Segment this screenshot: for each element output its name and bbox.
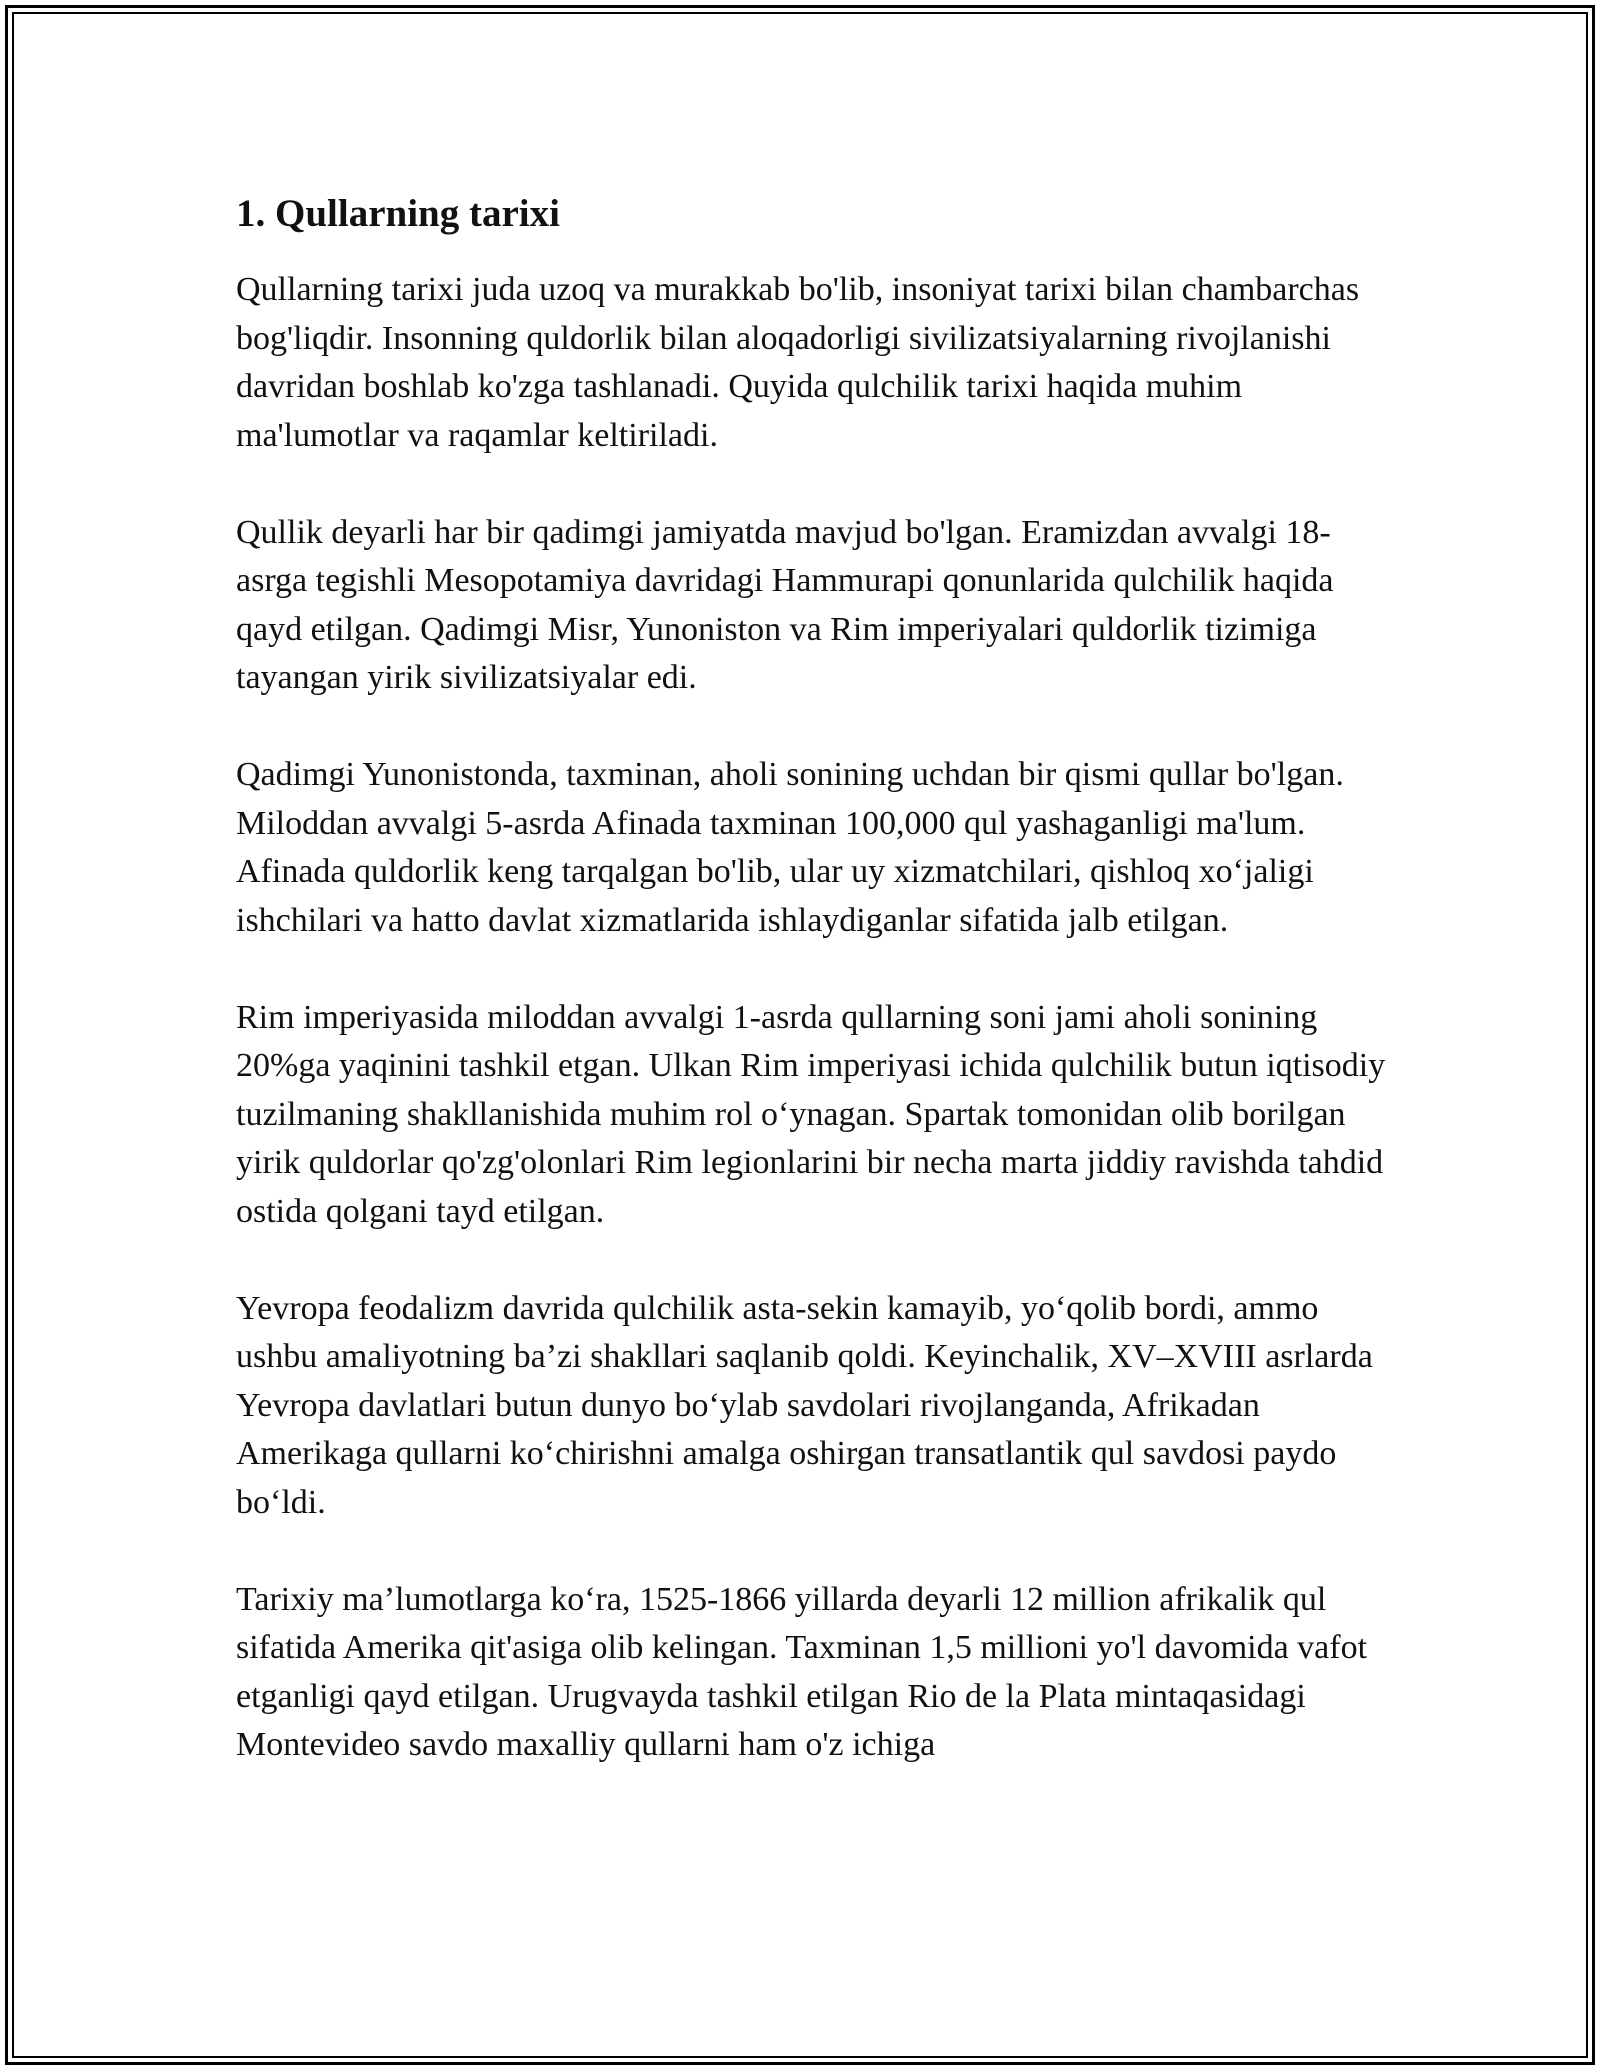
paragraph-intro: Qullarning tarixi juda uzoq va murakkab bo'lib, insoniyat tarixi bilan chambarchas bog'liqdir. Insonning quldorlik bilan aloqadorligi sivilizatsiyalarning rivojlanishi davridan boshlab ko'zga tashlanadi. Quyida qulchilik tarixi haqida muhim ma'lumotlar va raqamlar keltiriladi. <box>236 271 1360 454</box>
paragraph-ancient-societies: Qullik deyarli har bir qadimgi jamiyatda mavjud bo'lgan. Eramizdan avvalgi 18-asrga tegishli Mesopotamiya davridagi Hammurapi qonunlarida qulchilik haqida qayd etilgan. Qadimgi Misr, Yunoniston va Rim imperiyalari quldorlik tizimiga tayangan yirik sivilizatsiyalar edi. <box>236 513 1334 696</box>
paragraph-transatlantic-trade: Tarixiy ma’lumotlarga ko‘ra, 1525-1866 yillarda deyarli 12 million afrikalik qul sifatida Amerika qit'asiga olib kelingan. Taxminan 1,5 millioni yo'l davomida vafot etganligi qayd etilgan. Urugvayda tashkil etilgan Rio de la Plata mintaqasidagi Montevideo savdo maxalliy qullarni ham o'z ichiga <box>236 1580 1368 1763</box>
section-heading: 1. Qullarning tarixi <box>236 192 560 235</box>
paragraph-ancient-greece: Qadimgi Yunonistonda, taxminan, aholi sonining uchdan bir qismi qullar bo'lgan. Miloddan avvalgi 5-asrda Afinada taxminan 100,000 qul yashaganligi ma'lum. Afinada quldorlik keng tarqalgan bo'lib, ular uy xizmatchilari, qishloq xo‘jaligi ishchilari va hatto davlat xizmatlarida ishlaydiganlar sifatida jalb etilgan. <box>236 756 1344 939</box>
paragraph-roman-empire: Rim imperiyasida miloddan avvalgi 1-asrda qullarning soni jami aholi sonining 20%ga yaqinini tashkil etgan. Ulkan Rim imperiyasi ichida qulchilik butun iqtisodiy tuzilmaning shakllanishida muhim rol o‘ynagan. Spartak tomonidan olib borilgan yirik quldorlar qo'zg'olonlari Rim legionlarini bir necha marta jiddiy ravishda tahdid ostida qolgani tayd etilgan. <box>236 998 1386 1230</box>
document-body <box>236 184 1386 1770</box>
paragraph-feudal-europe: Yevropa feodalizm davrida qulchilik asta-sekin kamayib, yo‘qolib bordi, ammo ushbu amaliyotning ba’zi shakllari saqlanib qoldi. Keyinchalik, XV–XVIII asrlarda Yevropa davlatlari butun dunyo bo‘ylab savdolari rivojlanganda, Afrikadan Amerikaga qullarni ko‘chirishni amalga oshirgan transatlantik qul savdosi paydo bo‘ldi. <box>236 1289 1373 1521</box>
